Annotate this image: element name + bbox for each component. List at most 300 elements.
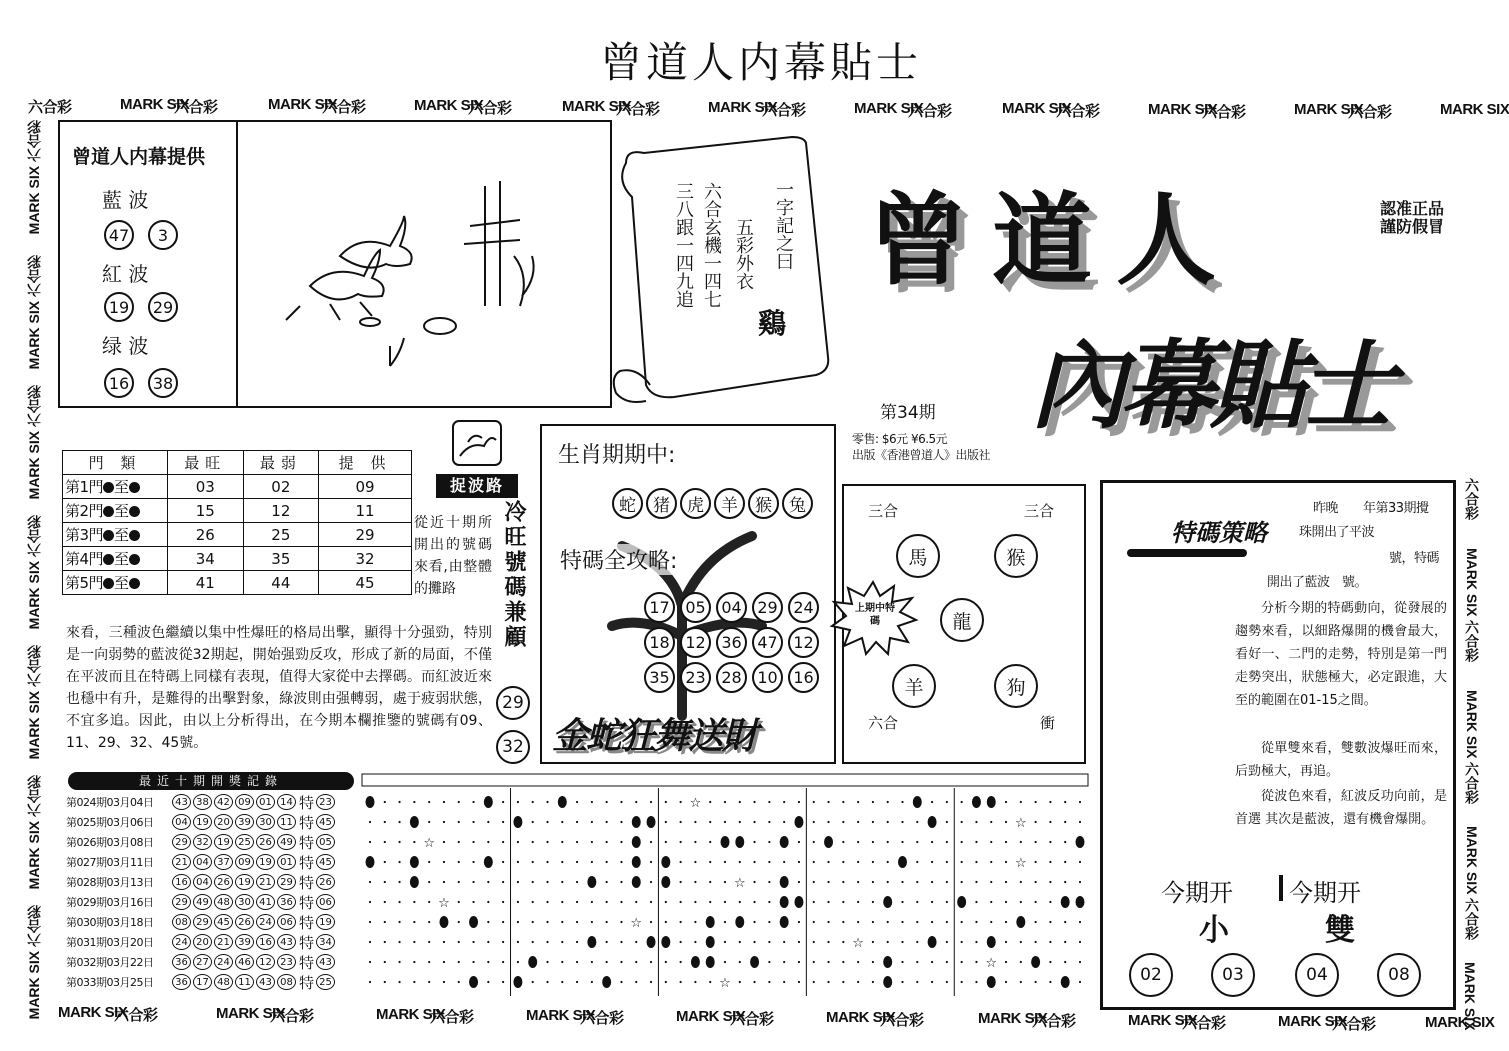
table-row — [63, 475, 412, 499]
history-number: 19 — [235, 874, 254, 890]
grid-dot — [827, 981, 829, 983]
brand-en: MARK SIX — [1278, 1013, 1348, 1030]
drawn-number-mark — [410, 816, 419, 828]
grid-dot — [1064, 821, 1066, 823]
brand-vertical — [24, 385, 44, 499]
special-number: 47 — [752, 627, 783, 658]
special-label: 特 — [299, 933, 315, 952]
drawn-number-mark — [780, 916, 789, 928]
history-special: 05 — [316, 834, 335, 850]
grid-dot — [709, 901, 711, 903]
grid-dot — [398, 801, 400, 803]
grid-dot — [739, 961, 741, 963]
grid-dot — [857, 861, 859, 863]
brand-en: MARK SIX — [26, 560, 42, 630]
grid-dot — [1020, 981, 1022, 983]
history-special: 23 — [316, 794, 335, 810]
grid-dot — [1020, 901, 1022, 903]
grid-dot — [398, 841, 400, 843]
grid-dot — [946, 821, 948, 823]
history-number: 45 — [214, 914, 233, 930]
grid-dot — [901, 801, 903, 803]
special-star-icon: ☆ — [1015, 816, 1027, 831]
special-label: 特 — [299, 913, 315, 932]
zodiac-item: 羊 — [714, 488, 745, 519]
grid-dot — [650, 881, 652, 883]
grid-dot — [384, 841, 386, 843]
grid-dot — [901, 981, 903, 983]
grid-dot — [1020, 881, 1022, 883]
history-number: 11 — [235, 974, 254, 990]
grid-dot — [887, 821, 889, 823]
grid-dot — [694, 901, 696, 903]
grid-dot — [413, 941, 415, 943]
grid-dot — [428, 881, 430, 883]
history-number: 37 — [214, 854, 233, 870]
grid-dot — [1079, 921, 1081, 923]
grid-dot — [458, 981, 460, 983]
grid-dot — [990, 901, 992, 903]
history-number: 32 — [193, 834, 212, 850]
min-cell: 44 — [243, 571, 319, 595]
grid-dot — [591, 961, 593, 963]
grid-dot — [709, 821, 711, 823]
history-number: 06 — [277, 914, 296, 930]
history-number: 36 — [172, 954, 191, 970]
grid-dot — [753, 861, 755, 863]
grid-dot — [591, 841, 593, 843]
grid-dot — [872, 821, 874, 823]
brand-cn: 六合彩 — [26, 905, 42, 947]
grid-dot — [502, 881, 504, 883]
grid-dot — [561, 881, 563, 883]
grid-dot — [946, 841, 948, 843]
table-row — [63, 571, 412, 595]
wave-road-icon — [452, 420, 502, 466]
grid-dot — [931, 981, 933, 983]
door-label: 第2門 — [65, 502, 104, 520]
history-period: 第028期03月13日 — [66, 876, 154, 889]
open-divider — [1279, 875, 1283, 901]
strategy-p1b: 珠開出了平波 — [1299, 525, 1375, 540]
grid-dot — [1049, 981, 1051, 983]
grid-dot — [901, 841, 903, 843]
grid-dot — [827, 801, 829, 803]
grid-dot — [546, 941, 548, 943]
grid-dot — [724, 881, 726, 883]
doors-table — [62, 450, 412, 595]
provide-cell: 11 — [319, 499, 412, 523]
grid-dot — [709, 981, 711, 983]
brand-en: MARK SIX — [1464, 826, 1480, 895]
grid-dot — [665, 981, 667, 983]
history-number: 23 — [277, 954, 296, 970]
grid-dot — [694, 941, 696, 943]
grid-dot — [931, 801, 933, 803]
history-number: 27 — [193, 954, 212, 970]
grid-dot — [472, 821, 474, 823]
grid-dot — [561, 821, 563, 823]
grid-dot — [1005, 981, 1007, 983]
grid-dot — [369, 901, 371, 903]
grid-dot — [665, 921, 667, 923]
grid-dot — [561, 841, 563, 843]
drawn-number-mark — [410, 856, 419, 868]
grid-dot — [398, 901, 400, 903]
special-number: 36 — [716, 627, 747, 658]
grid-dot — [694, 841, 696, 843]
dot-icon — [103, 482, 114, 493]
grid-dot — [398, 921, 400, 923]
history-number: 09 — [235, 794, 254, 810]
issue-number: 第34期 — [880, 403, 936, 423]
history-period: 第027期03月11日 — [66, 856, 154, 869]
grid-dot — [975, 981, 977, 983]
grid-dot — [1035, 841, 1037, 843]
history-number: 20 — [214, 814, 233, 830]
grid-dot — [561, 921, 563, 923]
grid-dot — [946, 921, 948, 923]
grid-dot — [532, 861, 534, 863]
grid-dot — [1049, 881, 1051, 883]
grid-dot — [961, 921, 963, 923]
special-number: 28 — [716, 662, 747, 693]
grid-dot — [369, 921, 371, 923]
history-number: 09 — [235, 854, 254, 870]
grid-dot — [413, 981, 415, 983]
grid-dot — [1035, 901, 1037, 903]
grid-dot — [946, 941, 948, 943]
open-label-left: 今期开 — [1161, 879, 1233, 907]
drawn-number-mark — [1061, 896, 1070, 908]
page-title: 曾道人内幕貼士 — [600, 38, 923, 87]
grid-dot — [753, 941, 755, 943]
history-number: 08 — [277, 974, 296, 990]
grid-dot — [680, 901, 682, 903]
brand-cn: 六合彩 — [1032, 1013, 1076, 1030]
grid-dot — [532, 801, 534, 803]
brand-en: MARK SIX — [562, 98, 632, 115]
history-number: 26 — [235, 914, 254, 930]
history-number: 29 — [172, 894, 191, 910]
history-number: 19 — [214, 834, 233, 850]
grid-dot — [472, 901, 474, 903]
issue-publisher: 出版《香港曾道人》出版社 — [852, 448, 991, 462]
grid-dot — [591, 901, 593, 903]
special-number: 05 — [680, 592, 711, 623]
grid-dot — [1049, 861, 1051, 863]
grid-dot — [813, 821, 815, 823]
grid-dot — [1035, 801, 1037, 803]
grid-dot — [472, 841, 474, 843]
history-number: 41 — [256, 894, 275, 910]
grid-dot — [961, 941, 963, 943]
grid-dot — [1049, 961, 1051, 963]
grid-dot — [1064, 921, 1066, 923]
special-number: 35 — [644, 662, 675, 693]
dot-icon — [129, 530, 140, 541]
grid-dot — [990, 861, 992, 863]
trend-chart — [362, 774, 1088, 996]
grid-dot — [650, 801, 652, 803]
combo-label-tr: 三合 — [1024, 502, 1055, 520]
grid-dot — [458, 901, 460, 903]
history-number: 04 — [193, 874, 212, 890]
drawn-number-mark — [1076, 896, 1085, 908]
drawn-number-mark — [928, 816, 937, 828]
brand-cn: 六合彩 — [908, 103, 952, 120]
grid-dot — [517, 841, 519, 843]
grid-dot — [398, 881, 400, 883]
drawn-number-mark — [706, 956, 715, 968]
grid-dot — [1005, 921, 1007, 923]
grid-dot — [1064, 881, 1066, 883]
blue-wave-label: 藍 波 — [102, 188, 149, 212]
grid-dot — [487, 881, 489, 883]
brand-en: MARK SIX — [854, 100, 924, 117]
grid-dot — [606, 881, 608, 883]
drawn-number-mark — [824, 836, 833, 848]
brand-en: MARK SIX — [1294, 101, 1364, 118]
grid-dot — [472, 881, 474, 883]
grid-dot — [798, 941, 800, 943]
grid-dot — [502, 821, 504, 823]
history-number: 17 — [193, 974, 212, 990]
drawn-number-mark — [794, 816, 803, 828]
grid-dot — [680, 841, 682, 843]
strategy-p4: 從波色來看，紅波反功向前，是首選 其次是藍波，還有機會爆開。 — [1235, 789, 1447, 827]
grid-dot — [680, 981, 682, 983]
grid-dot — [783, 801, 785, 803]
grid-dot — [472, 941, 474, 943]
special-label: 特 — [299, 973, 315, 992]
grid-dot — [443, 941, 445, 943]
wave-road-body: 來看，三種波色繼續以集中性爆旺的格局出擊，顯得十分强勁，特別是一向弱勢的藍波從32期起，開始强勁反攻，形成了新的局面，不僅在平波而且在特碼上同樣有表現，值得大家從中去擇碼。而紅波近來也穩中有升，是難得的出擊對象，綠波則由强轉弱，處于疲弱狀態，不宜多追。因此，由以上分析得出，在今期本欄推鑒的號碼有09、11、29、32、45號。 — [66, 625, 492, 751]
door-cell — [63, 547, 168, 571]
grid-dot — [487, 961, 489, 963]
brand-cn: 六合彩 — [26, 385, 42, 427]
grid-dot — [532, 841, 534, 843]
grid-dot — [517, 921, 519, 923]
brand-vertical — [24, 255, 44, 369]
history-period: 第032期03月22日 — [66, 956, 154, 969]
brand-en: MARK SIX — [826, 1009, 896, 1026]
drawn-number-mark — [410, 876, 419, 888]
brand-en: MARK SIX — [978, 1010, 1048, 1027]
grid-dot — [487, 921, 489, 923]
grid-dot — [532, 981, 534, 983]
zodiac-panel — [540, 424, 836, 764]
brand-vertical — [24, 775, 44, 889]
grid-dot — [561, 861, 563, 863]
strategy-p3: 從單雙來看，雙數波爆旺而來，后勁極大，再追。 — [1235, 741, 1447, 779]
brand-en: MARK SIX — [1440, 101, 1509, 118]
grid-dot — [901, 941, 903, 943]
grid-dot — [783, 861, 785, 863]
special-label: 特 — [299, 873, 315, 892]
grid-dot — [753, 881, 755, 883]
drawn-number-mark — [366, 856, 375, 868]
grid-dot — [413, 961, 415, 963]
grid-dot — [1079, 981, 1081, 983]
grid-dot — [1035, 941, 1037, 943]
grid-dot — [428, 801, 430, 803]
grid-dot — [1005, 801, 1007, 803]
door-sep: 至 — [114, 574, 129, 592]
grid-dot — [739, 941, 741, 943]
logo-line-2: 內幕貼士 — [1030, 330, 1390, 442]
brand-cn: 六合彩 — [730, 1011, 774, 1028]
min-cell: 02 — [243, 475, 319, 499]
drawn-number-mark — [957, 896, 966, 908]
special-number: 16 — [788, 662, 819, 693]
special-number: 18 — [644, 627, 675, 658]
grid-dot — [768, 941, 770, 943]
brand-en: MARK SIX — [708, 99, 778, 116]
max-cell: 15 — [168, 499, 244, 523]
grid-dot — [650, 961, 652, 963]
zodiac-item: 猪 — [646, 488, 677, 519]
brand-cn: 六合彩 — [1464, 898, 1480, 941]
grid-dot — [1049, 901, 1051, 903]
grid-dot — [502, 901, 504, 903]
grid-dot — [665, 821, 667, 823]
grid-dot — [650, 981, 652, 983]
grid-dot — [783, 961, 785, 963]
special-number: 23 — [680, 662, 711, 693]
brand-cn: 六合彩 — [1464, 762, 1480, 805]
grid-dot — [887, 921, 889, 923]
brand-en: MARK SIX — [26, 300, 42, 370]
brand-cn: 六合彩 — [580, 1010, 624, 1027]
grid-dot — [783, 821, 785, 823]
drawn-number-mark — [913, 796, 922, 808]
grid-dot — [635, 801, 637, 803]
combo-animal: 龍 — [940, 598, 984, 642]
grid-dot — [887, 801, 889, 803]
logo-anti-fake: 謹防假冒 — [1380, 217, 1445, 236]
grid-dot — [753, 921, 755, 923]
grid-dot — [768, 841, 770, 843]
grid-dot — [443, 881, 445, 883]
drawn-number-mark — [691, 956, 700, 968]
grid-dot — [680, 941, 682, 943]
grid-dot — [384, 941, 386, 943]
history-number: 43 — [256, 974, 275, 990]
history-number: 42 — [214, 794, 233, 810]
grid-dot — [384, 821, 386, 823]
grid-dot — [635, 981, 637, 983]
pick-number: 02 — [1129, 953, 1173, 997]
grid-dot — [680, 961, 682, 963]
grid-dot — [916, 981, 918, 983]
grid-dot — [532, 921, 534, 923]
history-number: 49 — [193, 894, 212, 910]
brand-en: MARK SIX — [1002, 100, 1072, 117]
grid-dot — [961, 961, 963, 963]
provide-cell: 09 — [319, 475, 412, 499]
brand-en: MARK SIX — [58, 1004, 128, 1021]
drawn-number-mark — [469, 976, 478, 988]
red-number: 29 — [148, 292, 178, 322]
grid-dot — [517, 881, 519, 883]
grid-dot — [946, 861, 948, 863]
brand-en: MARK SIX — [414, 97, 484, 114]
grid-dot — [428, 861, 430, 863]
zodiac-title: 生肖期期中: — [558, 443, 676, 468]
door-cell — [63, 475, 168, 499]
grid-dot — [975, 821, 977, 823]
provide-cell: 32 — [319, 547, 412, 571]
grid-dot — [783, 981, 785, 983]
grid-dot — [1020, 841, 1022, 843]
max-cell: 03 — [168, 475, 244, 499]
special-number: 12 — [788, 627, 819, 658]
grid-dot — [635, 961, 637, 963]
history-number: 29 — [193, 914, 212, 930]
grid-dot — [1020, 961, 1022, 963]
brand-vertical — [24, 905, 44, 1019]
scroll-graphic — [606, 135, 842, 405]
grid-dot — [458, 941, 460, 943]
grid-dot — [901, 881, 903, 883]
grid-dot — [428, 921, 430, 923]
grid-dot — [842, 901, 844, 903]
grid-dot — [606, 801, 608, 803]
grid-dot — [620, 841, 622, 843]
grid-dot — [650, 861, 652, 863]
history-number: 48 — [214, 894, 233, 910]
grid-dot — [606, 921, 608, 923]
brand-en: MARK SIX — [1128, 1012, 1198, 1029]
brand-en: MARK SIX — [26, 820, 42, 890]
grid-dot — [724, 921, 726, 923]
strategy-p1a: 昨晚 年第33期攪 — [1313, 501, 1429, 516]
grid-dot — [443, 861, 445, 863]
door-sep: 至 — [114, 478, 129, 496]
table-row — [66, 932, 335, 952]
history-number: 49 — [277, 834, 296, 850]
cold-number: 29 — [496, 686, 530, 720]
grid-dot — [635, 941, 637, 943]
history-number: 38 — [193, 794, 212, 810]
history-period: 第033期03月25日 — [66, 976, 154, 989]
grid-dot — [502, 801, 504, 803]
grid-dot — [665, 801, 667, 803]
special-label: 特 — [299, 893, 315, 912]
grid-dot — [916, 861, 918, 863]
grid-dot — [857, 801, 859, 803]
cold-hot-label: 冷旺號碼兼顧 — [501, 500, 526, 650]
col-provide: 提 供 — [319, 451, 412, 475]
grid-dot — [384, 981, 386, 983]
drawn-number-mark — [883, 976, 892, 988]
brand-vertical — [1462, 548, 1482, 662]
grid-dot — [502, 961, 504, 963]
history-number: 21 — [256, 874, 275, 890]
drawn-number-mark — [750, 956, 759, 968]
grid-dot — [576, 841, 578, 843]
grid-dot — [487, 941, 489, 943]
grid-dot — [546, 921, 548, 923]
drawn-number-mark — [987, 936, 996, 948]
grid-dot — [975, 901, 977, 903]
brand-vertical — [24, 645, 44, 759]
grid-dot — [502, 981, 504, 983]
grid-dot — [1035, 921, 1037, 923]
brand-en: MARK SIX — [26, 690, 42, 760]
drawn-number-mark — [632, 876, 641, 888]
